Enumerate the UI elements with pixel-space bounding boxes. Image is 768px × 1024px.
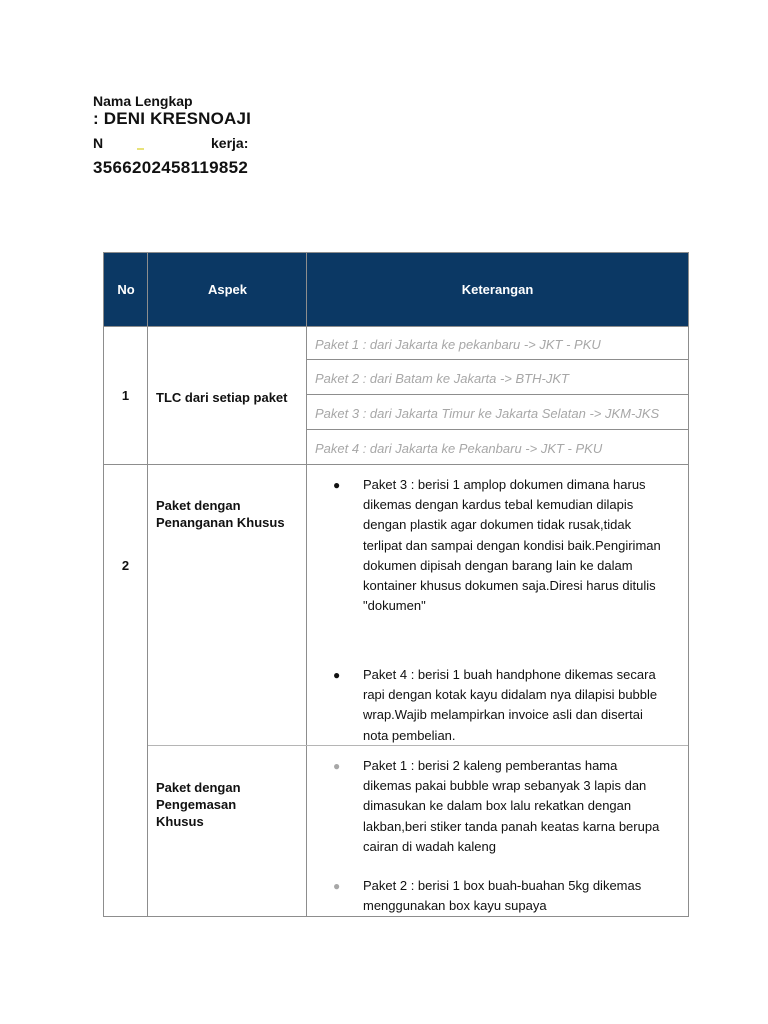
route-line: Paket 2 : dari Batam ke Jakarta -> BTH-JKT — [315, 370, 569, 386]
row-aspect: Paket dengan Pengemasan Khusus — [156, 780, 241, 829]
bullet-text: Paket 4 : berisi 1 buah handphone dikemas secara rapi dengan kotak kayu didalam nya dilapisi bubble wrap.Wajib melampirkan invoice asli dan disertai nota pembelian. — [363, 667, 658, 743]
worker-id-value: 3566202458119852 — [93, 158, 249, 177]
route-line: Paket 3 : dari Jakarta Timur ke Jakarta Selatan -> JKM-JKS — [315, 405, 660, 421]
column-header-details: Keterangan — [461, 282, 534, 297]
bullet-icon: ● — [333, 478, 341, 492]
route-line: Paket 1 : dari Jakarta ke pekanbaru -> JKT - PKU — [315, 336, 601, 352]
bullet-icon: ● — [333, 759, 341, 773]
column-header-aspect: Aspek — [207, 282, 248, 297]
row-number: 1 — [121, 388, 130, 403]
aspect-table — [103, 252, 689, 917]
row-number: 2 — [121, 557, 130, 573]
identity-block — [93, 92, 493, 178]
column-header-no: No — [117, 282, 135, 297]
route-line: Paket 4 : dari Jakarta ke Pekanbaru -> JKT - PKU — [315, 440, 603, 456]
worker-id-label — [93, 134, 493, 152]
redaction-mask — [105, 134, 213, 154]
worker-id-label-start: N — [93, 135, 104, 151]
row-aspect: TLC dari setiap paket — [156, 390, 288, 405]
column-divider — [147, 253, 148, 916]
full-name-label: Nama Lengkap — [93, 93, 193, 109]
full-name-value: : DENI KRESNOAJI — [93, 109, 252, 128]
row-aspect: Paket dengan Penanganan Khusus — [156, 498, 285, 530]
worker-id-label-end: kerja: — [211, 135, 249, 151]
bullet-icon: ● — [333, 668, 341, 682]
bullet-text: Paket 1 : berisi 2 kaleng pemberantas hama dikemas pakai bubble wrap sebanyak 3 lapis dan dimasukan ke dalam box lalu rekatkan dengan lakban,beri stiker tanda panah keatas karna berupa cairan di wadah kaleng — [363, 758, 660, 854]
bullet-text: Paket 3 : berisi 1 amplop dokumen dimana harus dikemas dengan kardus tebal kemudian dilapis dengan plastik agar dokumen tidak rusak,tidak terlipat dan sampai dengan kondisi baik.Pengiriman dokumen dipisah dengan barang lain ke dalam kontainer khusus dokumen saja.Diresi harus ditulis "dokumen" — [363, 477, 661, 614]
bullet-icon: ● — [333, 879, 341, 893]
table-header — [104, 253, 688, 326]
bullet-text: Paket 2 : berisi 1 box buah-buahan 5kg dikemas menggunakan box kayu supaya — [363, 878, 642, 914]
